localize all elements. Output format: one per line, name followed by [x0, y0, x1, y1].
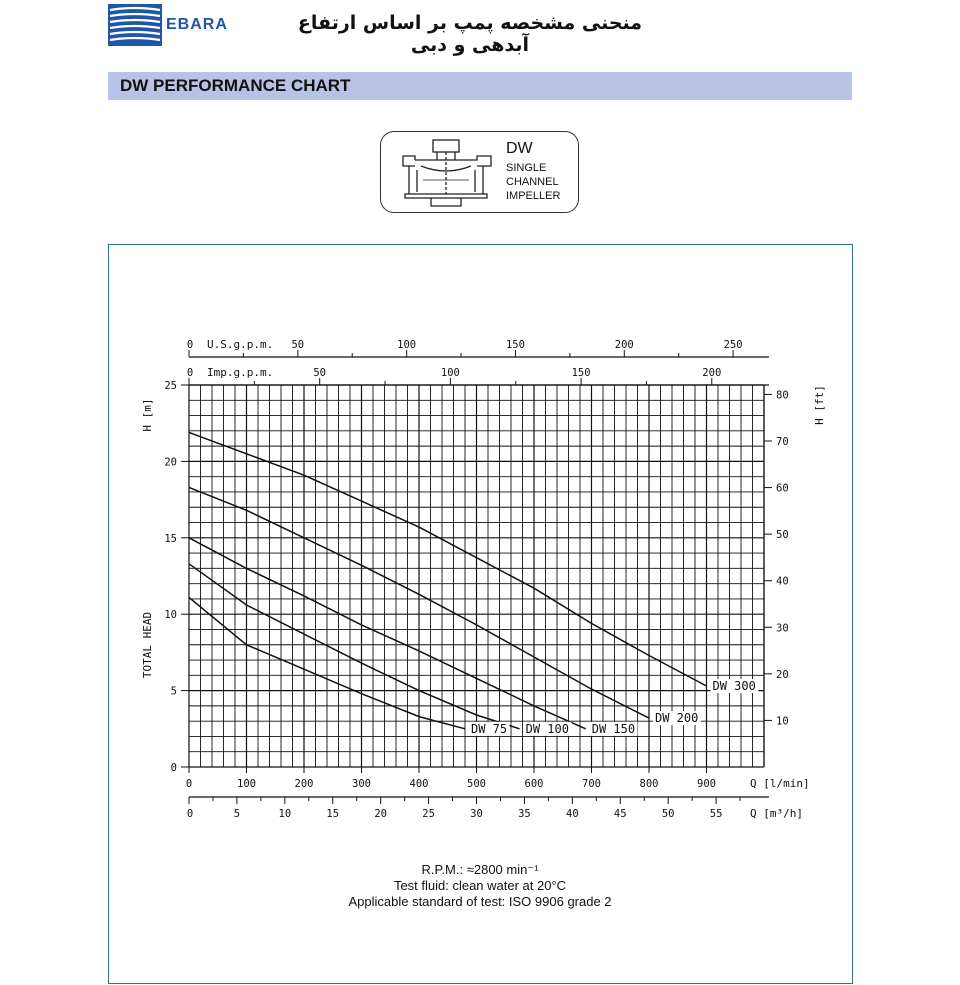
impgpm-tick-label: 100	[440, 367, 460, 379]
series-label: DW 200	[655, 711, 699, 726]
series-line-dw-100	[189, 564, 520, 729]
ft-tick-label: 50	[776, 529, 789, 542]
section-header	[108, 72, 852, 100]
series-label: DW 100	[525, 721, 569, 736]
series-line-dw-150	[189, 538, 586, 729]
impeller-desc-line: IMPELLER	[506, 190, 561, 202]
series-label: DW 300	[712, 679, 756, 694]
y-tick-label: 20	[164, 456, 177, 469]
series-label: DW 150	[591, 721, 636, 736]
x-tick-label: 400	[409, 778, 429, 790]
m3h-tick-label: 30	[470, 808, 483, 820]
m3h-axis-label: Q [m³/h]	[750, 807, 803, 820]
impeller-info-box	[380, 131, 579, 213]
x-tick-label: 200	[294, 778, 314, 790]
usgpm-axis-label: U.S.g.p.m.	[207, 338, 274, 351]
ebara-logo-mark-icon	[108, 4, 162, 46]
m3h-tick-label: 45	[613, 808, 627, 820]
series-label: DW 75	[471, 721, 508, 736]
impeller-desc-line: CHANNEL	[506, 176, 559, 188]
usgpm-tick-label: 100	[397, 339, 417, 351]
test-fluid-note: Test fluid: clean water at 20°C	[393, 878, 567, 893]
usgpm-tick-label: 0	[186, 339, 194, 351]
usgpm-tick-label: 150	[505, 339, 525, 351]
impeller-cross-section-icon	[391, 136, 501, 210]
ft-tick-label: 10	[776, 715, 789, 728]
series-line-dw-300	[189, 432, 707, 686]
x-tick-label: 700	[582, 778, 601, 790]
ft-tick-label: 60	[776, 482, 789, 495]
impgpm-tick-label: 50	[313, 367, 327, 379]
logo-text: EBARA	[166, 16, 228, 33]
rpm-note: R.P.M.: ≈2800 min⁻¹	[421, 862, 539, 877]
y-tick-label: 0	[170, 762, 177, 774]
x-tick-label: 0	[185, 778, 193, 790]
ft-tick-label: 70	[776, 435, 789, 448]
y-tick-label: 25	[164, 380, 177, 392]
m3h-tick-label: 5	[233, 808, 241, 820]
x-tick-label: 800	[639, 778, 659, 790]
x-tick-label: 300	[352, 778, 371, 790]
impgpm-tick-label: 150	[571, 367, 591, 379]
m3h-tick-label: 0	[186, 808, 194, 820]
usgpm-tick-label: 200	[614, 339, 634, 351]
x-tick-label: 100	[237, 778, 256, 790]
m3h-tick-label: 40	[566, 808, 579, 820]
m3h-tick-label: 10	[278, 808, 292, 820]
m3h-tick-label: 15	[326, 808, 340, 820]
ft-tick-label: 40	[776, 575, 789, 588]
y-tick-label: 5	[170, 685, 177, 698]
m3h-tick-label: 20	[374, 808, 387, 820]
ebara-logo	[108, 4, 260, 46]
m3h-tick-label: 35	[518, 808, 531, 820]
y-axis-title: TOTAL HEAD	[141, 611, 154, 679]
x-tick-label: 600	[524, 778, 544, 790]
ft-axis-label: H [ft]	[813, 385, 826, 425]
x-axis-label: Q [l/min]	[750, 777, 810, 790]
page-title: منحنی مشخصه پمپ بر اساس ارتفاع آبدهی و دبی	[297, 12, 643, 56]
ft-tick-label: 30	[776, 622, 789, 635]
ft-tick-label: 80	[776, 389, 789, 402]
impgpm-tick-label: 200	[702, 367, 722, 379]
m3h-tick-label: 25	[422, 808, 435, 820]
chart-grid	[189, 385, 764, 767]
x-tick-label: 500	[467, 778, 486, 790]
usgpm-tick-label: 250	[723, 339, 743, 351]
impgpm-axis-label: Imp.g.p.m.	[207, 366, 274, 379]
y-tick-label: 15	[164, 532, 177, 545]
test-conditions	[300, 862, 660, 910]
impeller-desc-line: SINGLE	[506, 162, 547, 174]
ft-tick-label: 20	[776, 668, 789, 681]
section-title: DW PERFORMANCE CHART	[120, 76, 351, 95]
impgpm-tick-label: 0	[186, 367, 194, 379]
usgpm-tick-label: 50	[291, 339, 305, 351]
impeller-name: DW	[506, 140, 533, 157]
m3h-tick-label: 55	[709, 808, 723, 820]
x-tick-label: 900	[697, 778, 716, 790]
test-standard-note: Applicable standard of test: ISO 9906 grade 2	[348, 894, 612, 909]
m3h-tick-label: 50	[661, 808, 675, 820]
y-axis-label: H [m]	[141, 398, 154, 432]
y-tick-label: 10	[164, 609, 177, 622]
